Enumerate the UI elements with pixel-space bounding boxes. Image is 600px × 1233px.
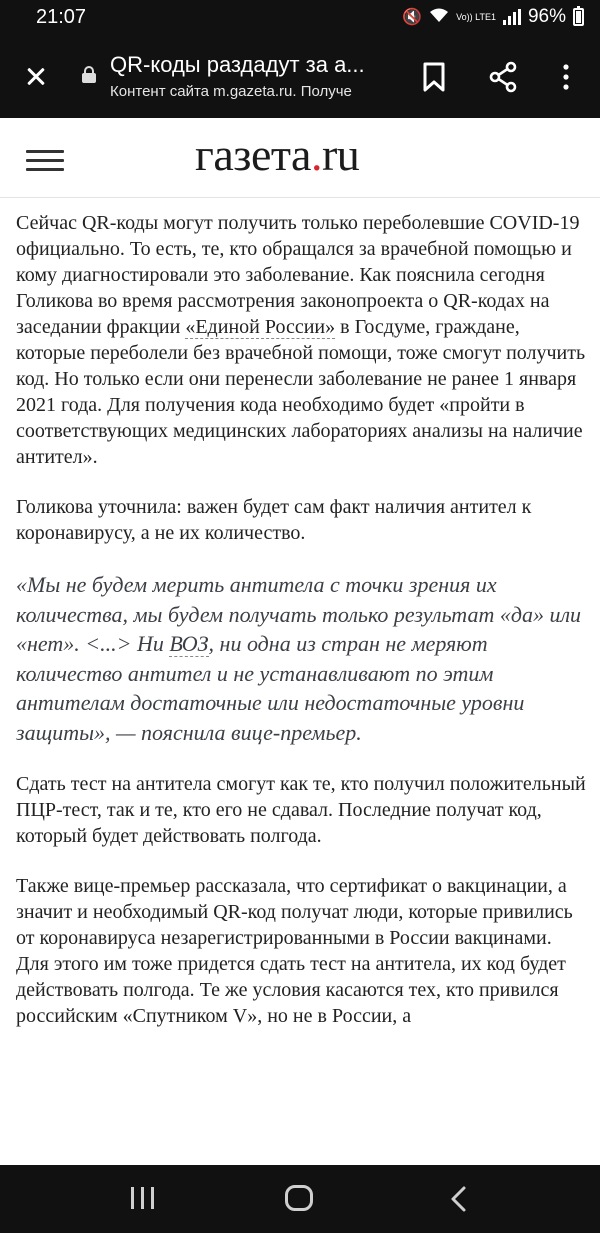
browser-toolbar xyxy=(0,36,600,118)
united-russia-link[interactable]: «Единой России» xyxy=(185,316,336,338)
mute-icon: 🔇 xyxy=(402,9,423,26)
logo-main: газета xyxy=(195,129,311,180)
bookmark-icon xyxy=(420,60,448,94)
article-body xyxy=(16,210,586,1165)
page-title[interactable]: QR-коды раздадут за а... xyxy=(110,52,365,77)
more-options-button[interactable] xyxy=(556,60,576,94)
battery-icon xyxy=(573,8,584,26)
share-icon xyxy=(487,60,519,94)
wifi-icon xyxy=(429,7,449,28)
article-paragraph: Сейчас QR-коды могут получить только переболевшие COVID-19 официально. То есть, те, кто обращался за врачебной помощью и кому диагностировали это заболевание. Как пояснила сегодня Голикова во время рассмотрения законопроекта о QR-кодах на заседании фракции «Единой России» в Госдуме, граждане, которые переболели без врачебной помощи, тоже смогут получить код. Но только если они перенесли заболевание не ранее 1 января 2021 года. Для получения кода необходимо будет «пройти в соответствующих медицинских лабораториях анализы на наличие антител». xyxy=(16,212,586,468)
back-chevron-icon xyxy=(444,1183,474,1215)
article-paragraph: Сдать тест на антитела смогут как те, кто получил положительный ПЦР-тест, так и те, кто его не сдавал. Последние получат код, который будет действовать полгода. xyxy=(16,773,586,847)
system-nav-bar xyxy=(0,1165,600,1233)
more-vertical-icon xyxy=(556,60,576,94)
status-bar xyxy=(0,0,600,36)
close-button[interactable] xyxy=(18,58,54,94)
page-subtitle[interactable]: Контент сайта m.gazeta.ru. Получе xyxy=(110,83,352,100)
battery-percent: 96% xyxy=(527,6,566,27)
menu-icon[interactable] xyxy=(26,150,66,172)
site-header xyxy=(0,118,600,198)
home-button[interactable] xyxy=(285,1185,313,1211)
status-icons xyxy=(402,6,584,28)
signal-icon xyxy=(503,9,521,25)
article-paragraph: Голикова уточнила: важен будет сам факт наличия антител к коронавирусу, а не их количество. xyxy=(16,496,532,544)
article-paragraph: Также вице-премьер рассказала, что сертификат о вакцинации, а значит и необходимый QR-код получат люди, которые привились от коронавируса незарегистрированными в России вакцинами. Для этого им тоже придется сдать тест на антитела, их код будет действовать полгода. Те же условия касаются тех, кто привился российским «Спутником V», но не в России, а xyxy=(16,875,573,1027)
back-button[interactable] xyxy=(444,1183,474,1215)
who-link[interactable]: ВОЗ xyxy=(169,631,209,656)
share-button[interactable] xyxy=(487,60,519,94)
article-quote: «Мы не будем мерить антитела с точки зрения их количества, мы будем получать только результат «да» или «нет». <...> Ни ВОЗ, ни одна из стран не меряют количество антител и не устанавливают по этим антителам достаточные или недостаточные уровни защиты», — пояснила вице-премьер. xyxy=(16,572,582,745)
status-time: 21:07 xyxy=(36,6,87,28)
logo-dot: . xyxy=(310,129,322,180)
recent-apps-button[interactable] xyxy=(131,1187,157,1209)
lock-icon xyxy=(82,66,96,82)
site-logo[interactable] xyxy=(195,128,359,181)
logo-tld: ru xyxy=(321,129,360,180)
bookmark-button[interactable] xyxy=(420,60,448,94)
network-label: Vo)) LTE1 xyxy=(456,11,496,22)
